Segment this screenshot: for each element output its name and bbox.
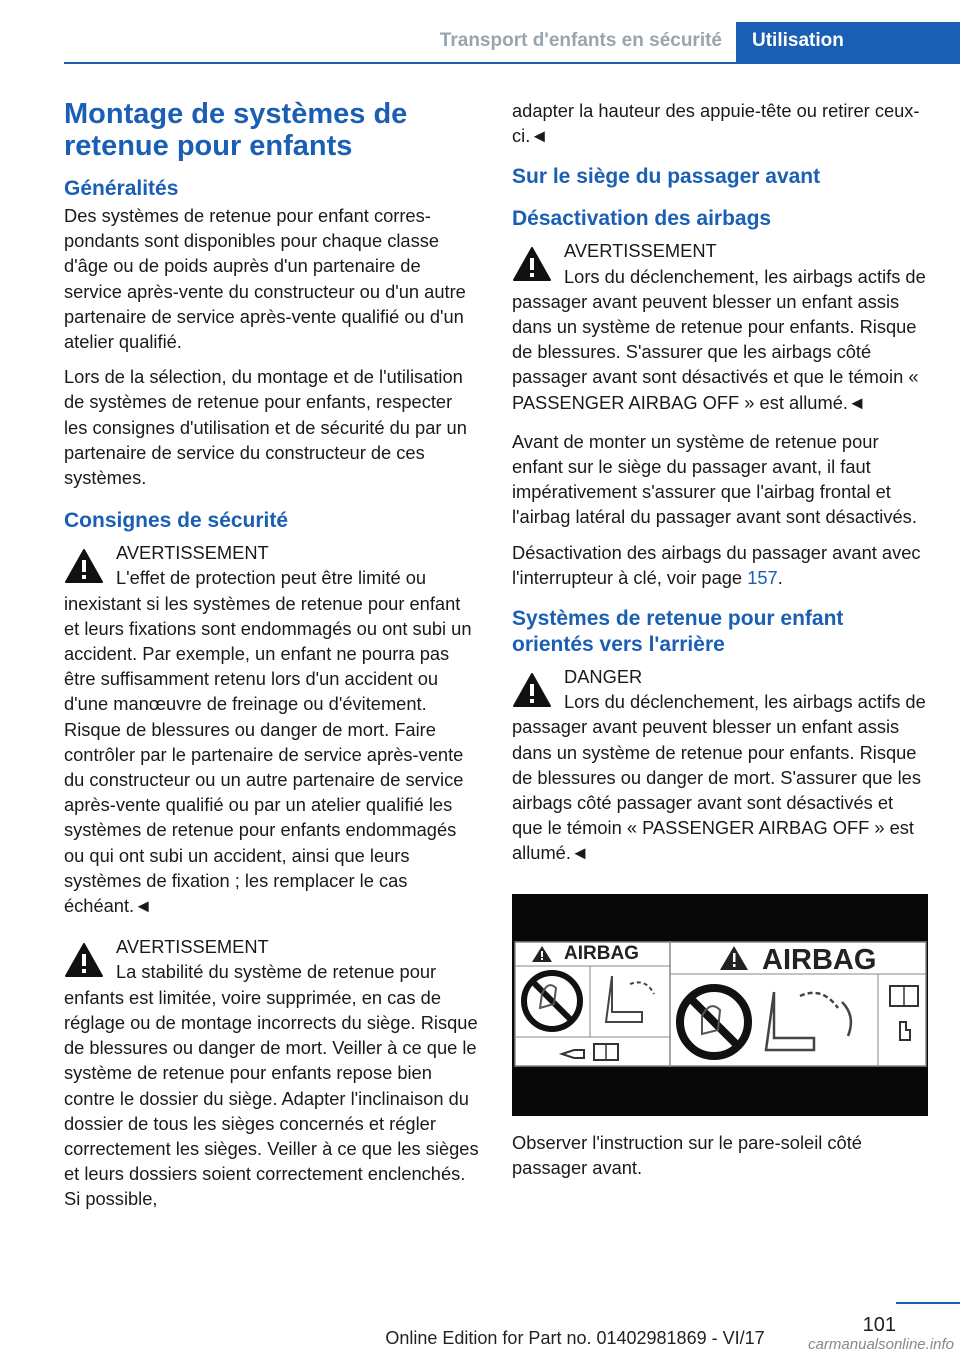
heading-deactivation: Désactivation des airbags xyxy=(512,207,772,231)
warning-block-1 xyxy=(64,540,480,918)
airbag-labels-illustration xyxy=(512,894,928,1116)
page-link-157[interactable]: 157 xyxy=(747,566,778,588)
page-title: Montage de systèmes de retenue pour enfants xyxy=(64,98,408,162)
warning-block-2 xyxy=(64,934,480,1211)
figure-caption: Observer l'instruction sur le pare-soleil côté passager avant. xyxy=(512,1131,862,1178)
warning-triangle-icon xyxy=(64,942,104,978)
warning-text-1: L'effet de protection peut être limité ou inexistant si les systèmes de retenue pour enfant et leurs fixations sont endommagés ou ont subi un accident. Par exemple, un enfant ne pourra pas être suffisamment retenu lors d'un accident ou d'une manœuvre de freinage ou d'évitement. Risque de blessures ou danger de mort. Faire contrôler par le partenaire de service après-vente du constructeur ou un autre partenaire de service après-vente qualifié ou par un atelier qualifié les systèmes de retenue pour enfants endommagés ou qui ont subi un accident, ainsi que leurs systèmes de fixation ; les remplacer le cas échéant.◄ xyxy=(64,567,472,917)
warning-triangle-icon xyxy=(512,246,552,282)
airbag-label-figure xyxy=(512,894,928,1116)
header-tab-utilisation: Utilisation xyxy=(736,22,960,64)
warning-block-3 xyxy=(512,238,928,414)
airbag-label-large-title: AIRBAG xyxy=(762,943,877,976)
warning-label-2: AVERTISSEMENT xyxy=(116,936,269,958)
danger-label: DANGER xyxy=(564,666,643,688)
warning-label-3: AVERTISSEMENT xyxy=(564,240,717,262)
paragraph-continued: adapter la hauteur des appuie-tête ou retirer ceux-ci.◄ xyxy=(512,100,920,147)
footer-edition-text: Online Edition for Part no. 01402981869 - VI/17 xyxy=(385,1328,765,1348)
warning-triangle-icon xyxy=(512,672,552,708)
header-rule xyxy=(64,62,960,64)
danger-text: Lors du déclenchement, les airbags actifs de passager avant peuvent blesser un enfant assis dans un système de retenue pour enfants. Risque de blessures ou danger de mort. S'assurer que les airbags côté passager avant sont désactivés et que le témoin « PASSENGER AIRBAG OFF » est allumé.◄ xyxy=(512,691,926,864)
paragraph-before-mounting: Avant de monter un système de retenue pour enfant sur le siège du passager avant, il faut impérativement s'assurer que l'airbag frontal et l'airbag latéral du passager avant sont désactivés. xyxy=(512,430,917,528)
heading-passenger-seat: Sur le siège du passager avant xyxy=(512,165,821,189)
footer-rule xyxy=(896,1302,960,1304)
right-column xyxy=(512,98,928,1190)
warning-triangle-icon xyxy=(64,548,104,584)
danger-block xyxy=(512,664,928,866)
deactivation-ref-text: Désactivation des airbags du passager avant avec l'interrupteur à clé, voir page xyxy=(512,541,921,588)
warning-text-3: Lors du déclenchement, les airbags actifs de passager avant peuvent blesser un enfant assis dans un système de retenue pour enfants. Risque de blessures. S'assurer que les airbags côté passager avant sont désactivés et que le témoin « PASSENGER AIRBAG OFF » est allumé.◄ xyxy=(512,265,926,413)
heading-consignes: Consignes de sécurité xyxy=(64,509,289,533)
paragraph-deactivation-ref xyxy=(512,540,928,590)
warning-label-1: AVERTISSEMENT xyxy=(116,542,269,564)
deactivation-ref-end: . xyxy=(777,566,783,588)
watermark: carmanualsonline.info xyxy=(808,1336,954,1353)
header-section-title: Transport d'enfants en sécurité xyxy=(439,30,722,51)
paragraph-generalites-1: Des systèmes de retenue pour enfant correspondants sont disponibles pour chaque classe d'âge ou de poids auprès d'un partenaire de service après-vente du constructeur ou d'un autre partenaire de service après-vente qualifié ou d'un atelier qualifié. xyxy=(64,205,466,353)
heading-rear-facing: Systèmes de retenue pour enfant orientés vers l'arrière xyxy=(512,607,844,657)
left-column xyxy=(64,98,480,1222)
page-number: 101 xyxy=(862,1314,896,1336)
airbag-label-small-title: AIRBAG xyxy=(564,942,639,964)
warning-text-2: La stabilité du système de retenue pour enfants est limitée, voire supprimée, en cas de réglage ou de montage incorrects du siège. Risque de blessures ou danger de mort. Veiller à ce que le système de retenue pour enfants repose bien contre le dossier du siège. Adapter l'inclinaison du dossier de tous les sièges concernés et régler correctement les sièges. Veiller à ce que les sièges et leurs dossiers soient correctement enclenchés. Si possible, xyxy=(64,961,479,1210)
paragraph-generalites-2: Lors de la sélection, du montage et de l'utilisation de systèmes de retenue pour enfants, respecter les consignes d'utilisation et de sécurité du par un partenaire de service du constructeur de ces systèmes. xyxy=(64,366,467,489)
heading-generalites: Généralités xyxy=(64,177,179,200)
